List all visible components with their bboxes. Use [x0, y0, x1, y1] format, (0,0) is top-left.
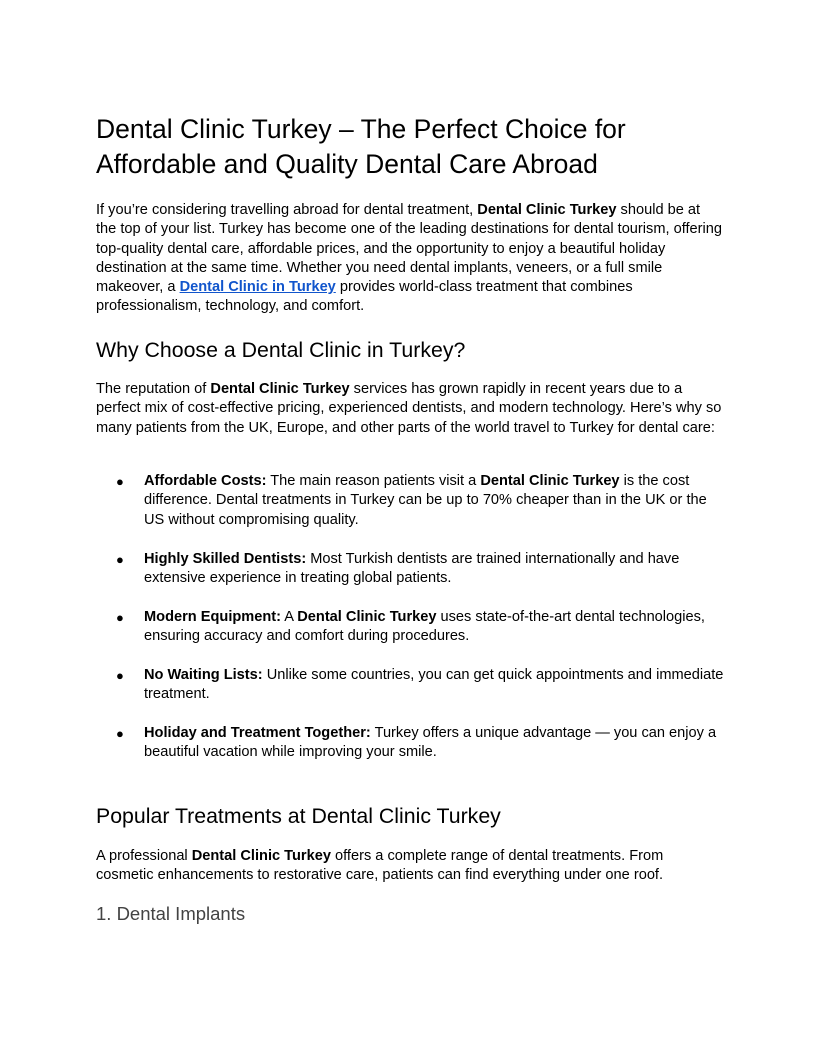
list-item-text-2: is the cost difference. Dental treatments in Turkey can be up to 70% cheaper than in the UK or the US without compromising quality.: [144, 473, 707, 528]
list-item-bold: Dental Clinic Turkey: [297, 609, 437, 625]
intro-text-1: If you’re considering travelling abroad for dental treatment,: [96, 202, 478, 218]
list-item-text: [144, 724, 726, 763]
list-item-text: [144, 608, 726, 647]
bullet-icon: ●: [116, 474, 124, 489]
bullet-icon: ●: [116, 726, 124, 741]
list-item-text-1: Turkey offers a unique advantage — you can enjoy a beautiful vacation while improving your smile.: [144, 725, 717, 761]
section1-text-1: The reputation of: [96, 381, 211, 397]
section1-text-2: services has grown rapidly in recent years due to a perfect mix of cost-effective pricing, experienced dentists, and modern technology. Here’s why so many patients from the UK, Europe, and other parts of the world travel to Turkey for dental care:: [96, 381, 722, 436]
list-item-label: Affordable Costs:: [144, 473, 267, 489]
list-item-text: [144, 666, 726, 705]
subsection-heading-dental-implants: 1. Dental Implants: [96, 903, 246, 924]
intro-bold-1: Dental Clinic Turkey: [477, 202, 617, 218]
section-heading-popular-treatments: Popular Treatments at Dental Clinic Turkey: [96, 804, 501, 828]
list-item-text: [144, 472, 726, 530]
list-item-text-1: A: [281, 609, 298, 625]
intro-text-3: provides world-class treatment that combines professionalism, technology, and comfort.: [96, 279, 633, 315]
list-item-label: No Waiting Lists:: [144, 667, 263, 683]
section2-text-2: offers a complete range of dental treatments. From cosmetic enhancements to restorative care, patients can find everything under one roof.: [96, 848, 664, 884]
section-heading-why-choose: Why Choose a Dental Clinic in Turkey?: [96, 338, 466, 362]
page-title: Dental Clinic Turkey – The Perfect Choice for Affordable and Quality Dental Care Abroad: [96, 114, 626, 179]
list-item-text-2: uses state-of-the-art dental technologies, ensuring accuracy and comfort during procedures.: [144, 609, 705, 645]
dental-clinic-link[interactable]: Dental Clinic in Turkey: [179, 279, 336, 296]
list-item-label: Modern Equipment:: [144, 609, 282, 625]
list-item-text-1: Unlike some countries, you can get quick appointments and immediate treatment.: [144, 667, 724, 703]
section2-paragraph: [96, 847, 724, 886]
bullet-icon: ●: [116, 668, 124, 683]
list-item-label: Highly Skilled Dentists:: [144, 551, 307, 567]
bullet-icon: ●: [116, 610, 124, 625]
bullet-icon: ●: [116, 552, 124, 567]
list-item-text-1: Most Turkish dentists are trained internationally and have extensive experience in treating global patients.: [144, 551, 680, 587]
section1-bold-1: Dental Clinic Turkey: [210, 381, 350, 397]
list-item-text: [144, 550, 726, 589]
intro-paragraph: [96, 201, 724, 317]
section1-paragraph: [96, 380, 724, 438]
section2-text-1: A professional: [96, 848, 192, 864]
list-item-bold: Dental Clinic Turkey: [480, 473, 620, 489]
list-item-text-1: The main reason patients visit a: [266, 473, 481, 489]
section2-bold-1: Dental Clinic Turkey: [191, 848, 331, 864]
intro-text-2: should be at the top of your list. Turkey has become one of the leading destinations for dental tourism, offering top-quality dental care, affordable prices, and the opportunity to enjoy a beautiful holiday destination at the same time. Whether you need dental implants, veneers, or a full smile makeover, a: [96, 202, 723, 296]
list-item-label: Holiday and Treatment Together:: [144, 725, 371, 741]
